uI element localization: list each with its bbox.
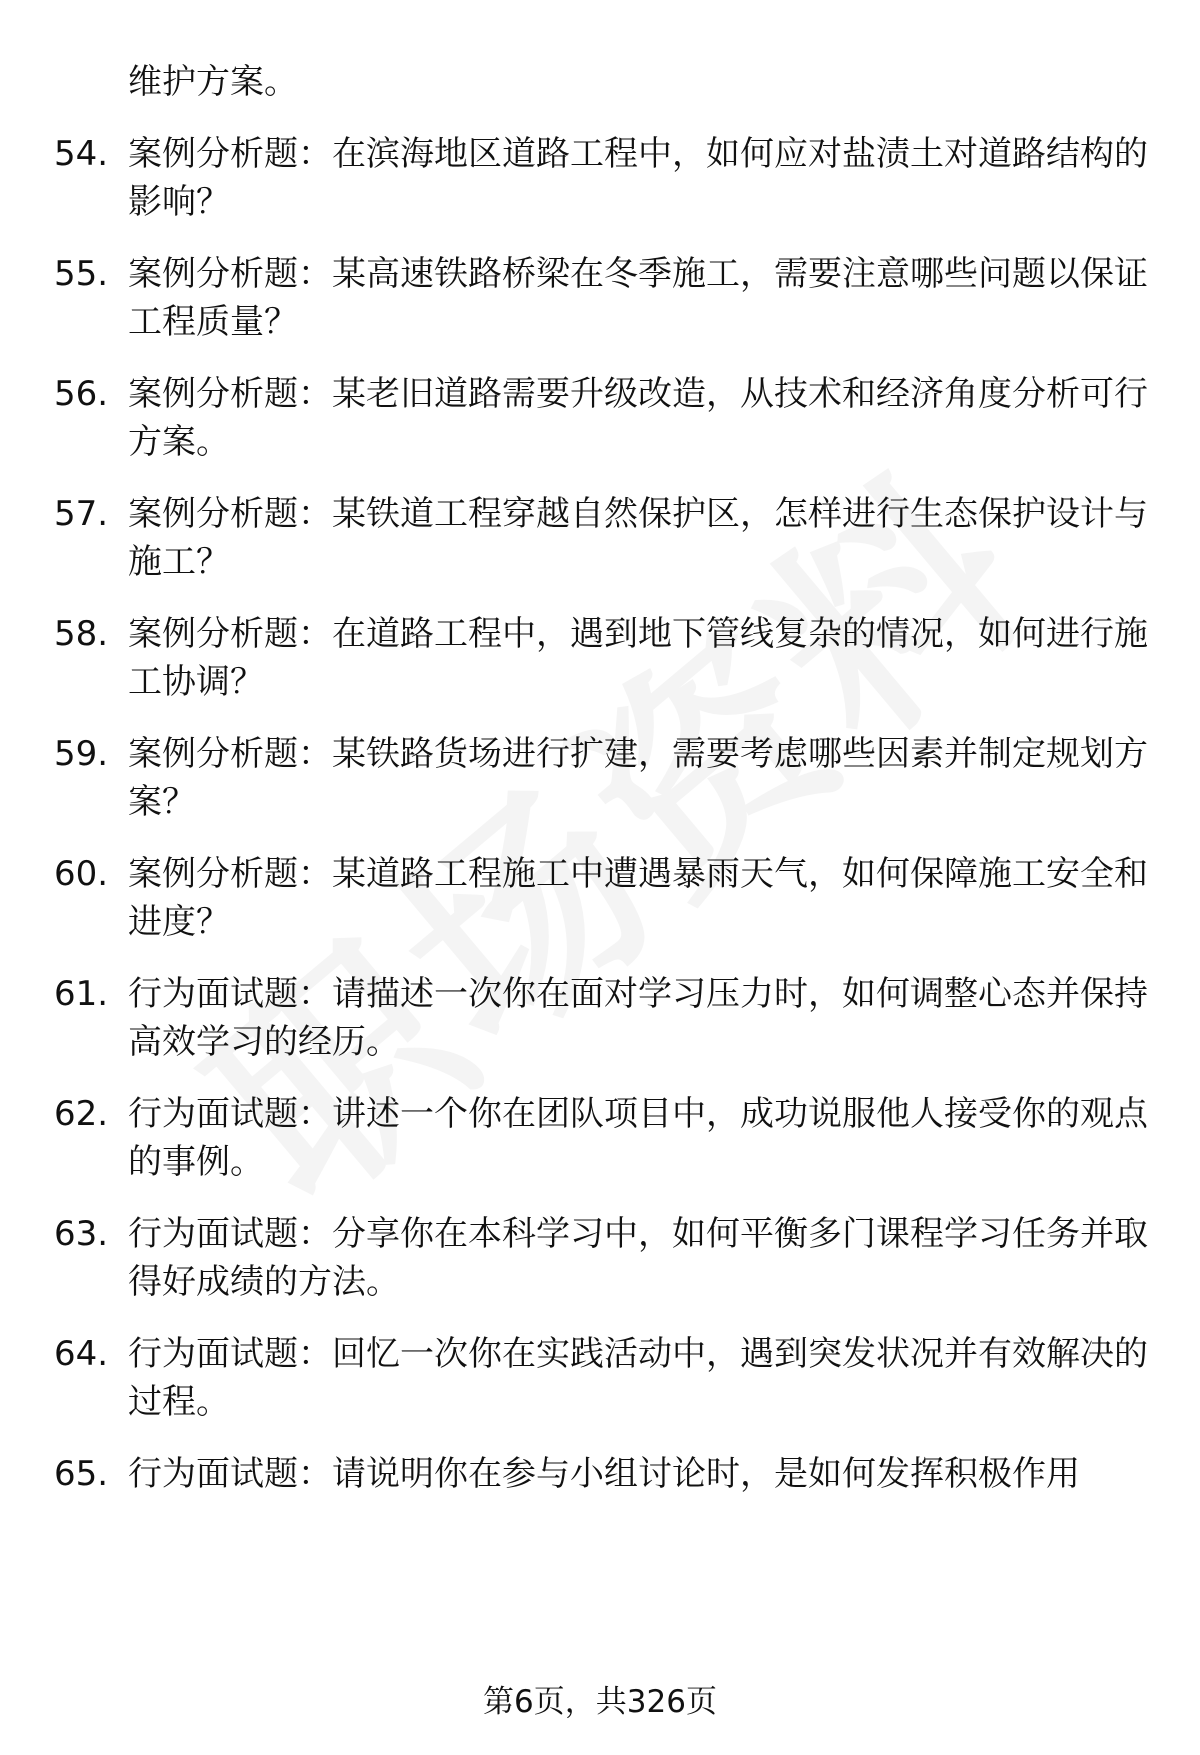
list-item xyxy=(54,370,1154,466)
continuation-line: 维护方案。 xyxy=(128,62,298,102)
item-number: 59. xyxy=(54,734,109,774)
item-text: 行为面试题：回忆一次你在实践活动中，遇到突发状况并有效解决的过程。 xyxy=(128,1334,1148,1422)
list-item xyxy=(54,970,1154,1066)
list-item xyxy=(54,730,1154,826)
item-text: 案例分析题：某铁路货场进行扩建，需要考虑哪些因素并制定规划方案？ xyxy=(128,734,1148,822)
item-number: 63. xyxy=(54,1214,109,1254)
item-text: 行为面试题：讲述一个你在团队项目中，成功说服他人接受你的观点的事例。 xyxy=(128,1094,1148,1182)
item-number: 65. xyxy=(54,1454,109,1494)
item-number: 62. xyxy=(54,1094,109,1134)
list-item xyxy=(54,1210,1154,1306)
item-number: 61. xyxy=(54,974,109,1014)
item-text: 案例分析题：在滨海地区道路工程中，如何应对盐渍土对道路结构的影响？ xyxy=(128,134,1148,222)
item-text: 案例分析题：某道路工程施工中遭遇暴雨天气，如何保障施工安全和进度？ xyxy=(128,854,1148,942)
item-number: 58. xyxy=(54,614,109,654)
item-number: 54. xyxy=(54,134,109,174)
list-item xyxy=(54,1330,1154,1426)
list-item xyxy=(54,1090,1154,1186)
item-text: 案例分析题：某高速铁路桥梁在冬季施工，需要注意哪些问题以保证工程质量？ xyxy=(128,254,1148,342)
item-text: 案例分析题：某老旧道路需要升级改造，从技术和经济角度分析可行方案。 xyxy=(128,374,1148,462)
list-item xyxy=(54,610,1154,706)
item-text: 行为面试题：请描述一次你在面对学习压力时，如何调整心态并保持高效学习的经历。 xyxy=(128,974,1148,1062)
item-number: 55. xyxy=(54,254,109,294)
list-item xyxy=(54,850,1154,946)
item-text: 行为面试题：请说明你在参与小组讨论时，是如何发挥积极作用 xyxy=(128,1454,1080,1494)
item-number: 57. xyxy=(54,494,109,534)
item-text: 案例分析题：某铁道工程穿越自然保护区，怎样进行生态保护设计与施工？ xyxy=(128,494,1148,582)
list-item xyxy=(54,130,1154,226)
page-footer: 第6页，共326页 xyxy=(483,1684,717,1720)
list-item xyxy=(54,490,1154,586)
item-number: 56. xyxy=(54,374,109,414)
item-text: 案例分析题：在道路工程中，遇到地下管线复杂的情况，如何进行施工协调？ xyxy=(128,614,1148,702)
list-item xyxy=(54,1450,1154,1498)
item-number: 60. xyxy=(54,854,109,894)
list-item xyxy=(54,250,1154,346)
item-number: 64. xyxy=(54,1334,109,1374)
item-text: 行为面试题：分享你在本科学习中，如何平衡多门课程学习任务并取得好成绩的方法。 xyxy=(128,1214,1148,1302)
